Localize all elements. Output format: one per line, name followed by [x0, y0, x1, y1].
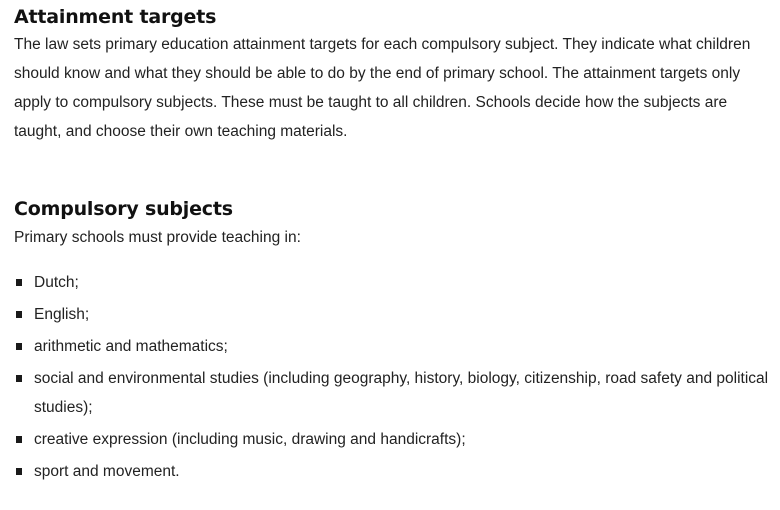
subjects-list [14, 268, 770, 486]
compulsory-subjects-heading: Compulsory subjects [14, 198, 233, 220]
list-item-text: arithmetic and mathematics; [34, 338, 228, 355]
compulsory-subjects-section [14, 196, 770, 486]
list-item [14, 364, 770, 422]
list-item [14, 425, 770, 454]
square-bullet-icon [16, 375, 22, 382]
list-item-text: sport and movement. [34, 463, 180, 480]
list-item-text: Dutch; [34, 274, 79, 291]
list-item [14, 268, 770, 297]
square-bullet-icon [16, 311, 22, 318]
square-bullet-icon [16, 279, 22, 286]
list-item-text: English; [34, 306, 90, 323]
attainment-targets-heading: Attainment targets [14, 6, 217, 28]
compulsory-subjects-intro: Primary schools must provide teaching in: [14, 229, 301, 246]
square-bullet-icon [16, 436, 22, 443]
attainment-targets-paragraph: The law sets primary education attainment targets for each compulsory subject. They indicate what children should know and what they should be able to do by the end of primary school. The attainment targets only apply to compulsory subjects. These must be taught to all children. Schools decide how the subjects are taught, and choose their own teaching materials. [14, 36, 751, 140]
list-item [14, 332, 770, 361]
list-item-text: creative expression (including music, drawing and handicrafts); [34, 431, 466, 448]
square-bullet-icon [16, 343, 22, 350]
list-item [14, 300, 770, 329]
list-item [14, 457, 770, 486]
list-item-text: social and environmental studies (including geography, history, biology, citizenship, road safety and political studies); [34, 370, 769, 416]
attainment-targets-section [14, 4, 770, 146]
square-bullet-icon [16, 468, 22, 475]
